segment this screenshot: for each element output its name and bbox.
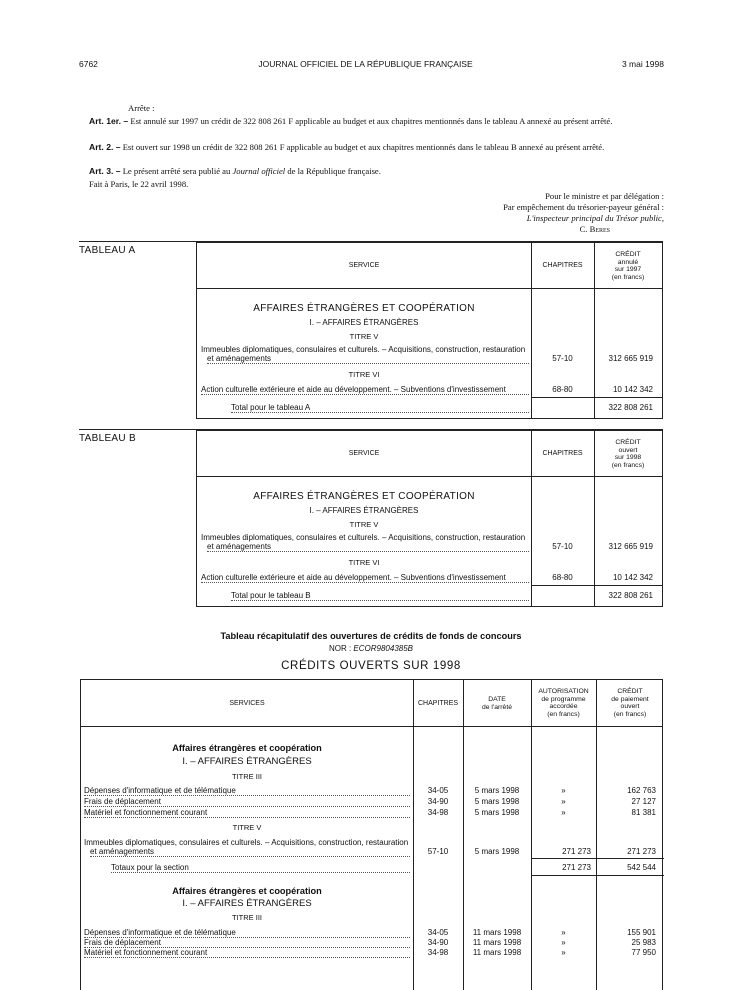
ministry-heading: AFFAIRES ÉTRANGÈRES ET COOPÉRATION	[253, 491, 475, 502]
recap-table	[80, 679, 663, 990]
totals-label: Totaux pour la section	[111, 863, 189, 872]
col-autorisation	[531, 688, 596, 718]
totals-ap: 271 273	[562, 863, 591, 872]
col-autorisation-line: accordée	[549, 703, 578, 710]
signature-line-3: L'inspecteur principal du Trésor public,	[526, 213, 664, 223]
col-autorisation-line: (en francs)	[547, 710, 580, 718]
article-1-text: Est annulé sur 1997 un crédit de 322 808 261 F applicable au budget et aux chapitres mentionnés dans le tableau A annexé au présent arrêté.	[130, 116, 613, 126]
place-date: Fait à Paris, le 22 avril 1998.	[89, 179, 189, 189]
article-2-text: Est ouvert sur 1998 un crédit de 322 808 261 F applicable au budget et aux chapitres mentionnés dans le tableau B annexé au présent arrêté.	[122, 142, 605, 152]
section-heading: I. – AFFAIRES ÉTRANGÈRES	[182, 756, 312, 767]
header-divider	[81, 726, 662, 727]
row-label: et aménagements	[90, 847, 155, 856]
row-ap: »	[561, 948, 566, 957]
col-date-line: DATE	[488, 696, 506, 703]
col-date	[463, 696, 531, 711]
titre-v: TITRE V	[349, 332, 379, 341]
col-credit-line: sur 1998	[614, 454, 642, 461]
row-2-label: Action culturelle extérieure et aide au développement. – Subventions d'investissement	[201, 385, 506, 394]
nor-label: NOR :	[328, 644, 354, 653]
total-amount: 322 808 261	[608, 591, 653, 600]
titre-v: TITRE V	[232, 823, 262, 832]
col-credit-line: (en francs)	[611, 461, 645, 469]
total-rule	[531, 397, 662, 398]
tableau-a-label: TABLEAU A	[79, 245, 136, 256]
row-cp: 27 127	[631, 797, 656, 806]
col-credit-line: CRÉDIT	[617, 688, 643, 695]
totals-cp: 542 544	[627, 863, 656, 872]
col-services: SERVICES	[229, 700, 265, 707]
article-3-text-b: de la République française.	[285, 166, 381, 176]
header-divider	[197, 476, 662, 477]
row-chapitre: 34-90	[427, 797, 449, 806]
article-1-label: Art. 1er. –	[89, 116, 129, 126]
col-credit	[596, 688, 664, 718]
section-heading: I. – AFFAIRES ÉTRANGÈRES	[182, 898, 312, 909]
header-divider	[197, 288, 662, 289]
ministry-heading: Affaires étrangères et coopération	[172, 886, 322, 896]
totals-row	[111, 863, 410, 873]
row-2-amount: 10 142 342	[612, 385, 653, 394]
row-2-chapitre: 68-80	[552, 573, 573, 582]
row-label: Dépenses d'informatique et de télématique	[84, 786, 236, 795]
tableau-a	[196, 242, 663, 419]
col-service: SERVICE	[348, 450, 380, 457]
row-v-line-1: Immeubles diplomatiques, consulaires et culturels. – Acquisitions, construction, restauration	[84, 838, 409, 847]
row-ap: »	[561, 808, 566, 817]
row-1-amount: 312 665 919	[608, 542, 653, 551]
signature-line-2: Par empêchement du trésorier-payeur général :	[503, 202, 664, 212]
row-1-line-1: Immeubles diplomatiques, consulaires et culturels. – Acquisitions, construction, restauration	[201, 533, 526, 542]
row-1-line-1: Immeubles diplomatiques, consulaires et culturels. – Acquisitions, construction, restauration	[201, 345, 526, 354]
row-cp: 155 901	[627, 928, 656, 937]
titre-vi: TITRE VI	[348, 558, 380, 567]
section-heading: I. – AFFAIRES ÉTRANGÈRES	[309, 506, 419, 515]
row-1-line-2	[207, 542, 529, 552]
total-rule	[531, 585, 662, 586]
row-2-label: Action culturelle extérieure et aide au développement. – Subventions d'investissement	[201, 573, 506, 582]
row-cp: 77 950	[631, 948, 656, 957]
titre-v: TITRE V	[349, 520, 379, 529]
row-date: 11 mars 1998	[472, 928, 522, 937]
ministry-heading: Affaires étrangères et coopération	[172, 743, 322, 753]
tableau-b	[196, 430, 663, 607]
row-chapitre: 34-05	[427, 928, 449, 937]
titre-vi: TITRE VI	[348, 370, 380, 379]
journal-title: JOURNAL OFFICIEL DE LA RÉPUBLIQUE FRANÇAISE	[258, 59, 473, 69]
list-item	[84, 928, 410, 938]
col-credit-line: (en francs)	[613, 710, 647, 718]
row-1-label: et aménagements	[207, 542, 272, 551]
col-credit-line: (en francs)	[611, 273, 645, 281]
row-2-chapitre: 68-80	[552, 385, 573, 394]
row-chapitre: 34-90	[427, 938, 449, 947]
row-2	[201, 573, 529, 583]
titre-iii: TITRE III	[232, 772, 262, 781]
col-credit-line: de paiement	[611, 695, 649, 703]
row-ap: »	[561, 786, 566, 795]
total-label: Total pour le tableau A	[231, 403, 311, 412]
list-item	[84, 948, 410, 958]
row-ap: »	[561, 928, 566, 937]
article-3-label: Art. 3. –	[89, 166, 121, 176]
row-date: 5 mars 1998	[474, 786, 520, 795]
col-autorisation-line: de programme	[541, 695, 586, 703]
col-date-line: de l'arrêté	[481, 703, 512, 711]
row-ap: »	[561, 797, 566, 806]
col-credit	[594, 439, 662, 469]
signature-line-1: Pour le ministre et par délégation :	[545, 191, 664, 201]
article-3-journal: Journal officiel	[232, 166, 286, 176]
row-label: Frais de déplacement	[84, 938, 161, 947]
row-ap: 271 273	[562, 847, 591, 856]
col-credit-line: ouvert	[620, 703, 640, 710]
ministry-heading: AFFAIRES ÉTRANGÈRES ET COOPÉRATION	[253, 303, 475, 314]
row-1-label: et aménagements	[207, 354, 272, 363]
row-date: 5 mars 1998	[474, 847, 520, 856]
tableau-b-label: TABLEAU B	[79, 433, 136, 444]
row-1-chapitre: 57-10	[552, 542, 573, 551]
row-ap: »	[561, 938, 566, 947]
row-date: 5 mars 1998	[474, 797, 520, 806]
row-2-amount: 10 142 342	[612, 573, 653, 582]
totals-rule-bottom	[531, 875, 664, 876]
total-amount: 322 808 261	[608, 403, 653, 412]
row-1-chapitre: 57-10	[552, 354, 573, 363]
article-2-label: Art. 2. –	[89, 142, 121, 152]
list-item	[84, 797, 410, 807]
list-item	[84, 786, 410, 796]
row-cp: 25 983	[631, 938, 656, 947]
list-item	[84, 938, 410, 948]
row-label: Matériel et fonctionnement courant	[84, 808, 208, 817]
row-1-amount: 312 665 919	[608, 354, 653, 363]
recap-subtitle: CRÉDITS OUVERTS SUR 1998	[281, 660, 461, 672]
row-chapitre: 34-98	[427, 808, 449, 817]
col-service: SERVICE	[348, 262, 380, 269]
list-item	[84, 808, 410, 818]
col-chapitres: CHAPITRES	[542, 450, 583, 457]
col-credit-line: annulé	[617, 258, 639, 266]
col-credit-line: CRÉDIT	[615, 439, 641, 446]
nor-code: ECOR9804385B	[353, 644, 414, 653]
row-v-line-2	[90, 847, 410, 857]
row-cp: 271 273	[627, 847, 656, 856]
row-chapitre: 57-10	[427, 847, 449, 856]
article-3	[79, 166, 667, 176]
col-credit-line: sur 1997	[614, 266, 642, 273]
total-row	[231, 591, 529, 601]
row-date: 5 mars 1998	[474, 808, 520, 817]
row-date: 11 mars 1998	[472, 948, 522, 957]
col-credit	[594, 251, 662, 281]
recap-nor	[0, 644, 731, 653]
col-autorisation-line: AUTORISATION	[538, 688, 589, 695]
recap-title: Tableau récapitulatif des ouvertures de crédits de fonds de concours	[220, 631, 522, 641]
row-label: Dépenses d'informatique et de télématique	[84, 928, 236, 937]
signature-name: C. Beres	[579, 224, 610, 234]
total-row	[231, 403, 529, 413]
col-credit-line: ouvert	[618, 446, 638, 454]
row-cp: 81 381	[631, 808, 656, 817]
row-cp: 162 763	[627, 786, 656, 795]
article-2	[79, 142, 667, 152]
article-3-text-a: Le présent arrêté sera publié au	[122, 166, 233, 176]
col-chapitres: CHAPITRES	[542, 262, 583, 269]
row-1-line-2	[207, 354, 529, 364]
row-chapitre: 34-98	[427, 948, 449, 957]
col-credit-line: CRÉDIT	[615, 251, 641, 258]
row-2	[201, 385, 529, 395]
arrete-heading: Arrête :	[128, 103, 155, 113]
total-label: Total pour le tableau B	[231, 591, 311, 600]
section-heading: I. – AFFAIRES ÉTRANGÈRES	[309, 318, 419, 327]
article-1	[79, 116, 667, 126]
row-label: Frais de déplacement	[84, 797, 161, 806]
header-date: 3 mai 1998	[621, 59, 664, 69]
row-chapitre: 34-05	[427, 786, 449, 795]
totals-rule-top	[531, 858, 664, 859]
page-number: 6762	[79, 59, 98, 69]
row-label: Matériel et fonctionnement courant	[84, 948, 208, 957]
row-date: 11 mars 1998	[472, 938, 522, 947]
titre-iii: TITRE III	[232, 913, 262, 922]
col-chapitres: CHAPITRES	[417, 700, 459, 707]
